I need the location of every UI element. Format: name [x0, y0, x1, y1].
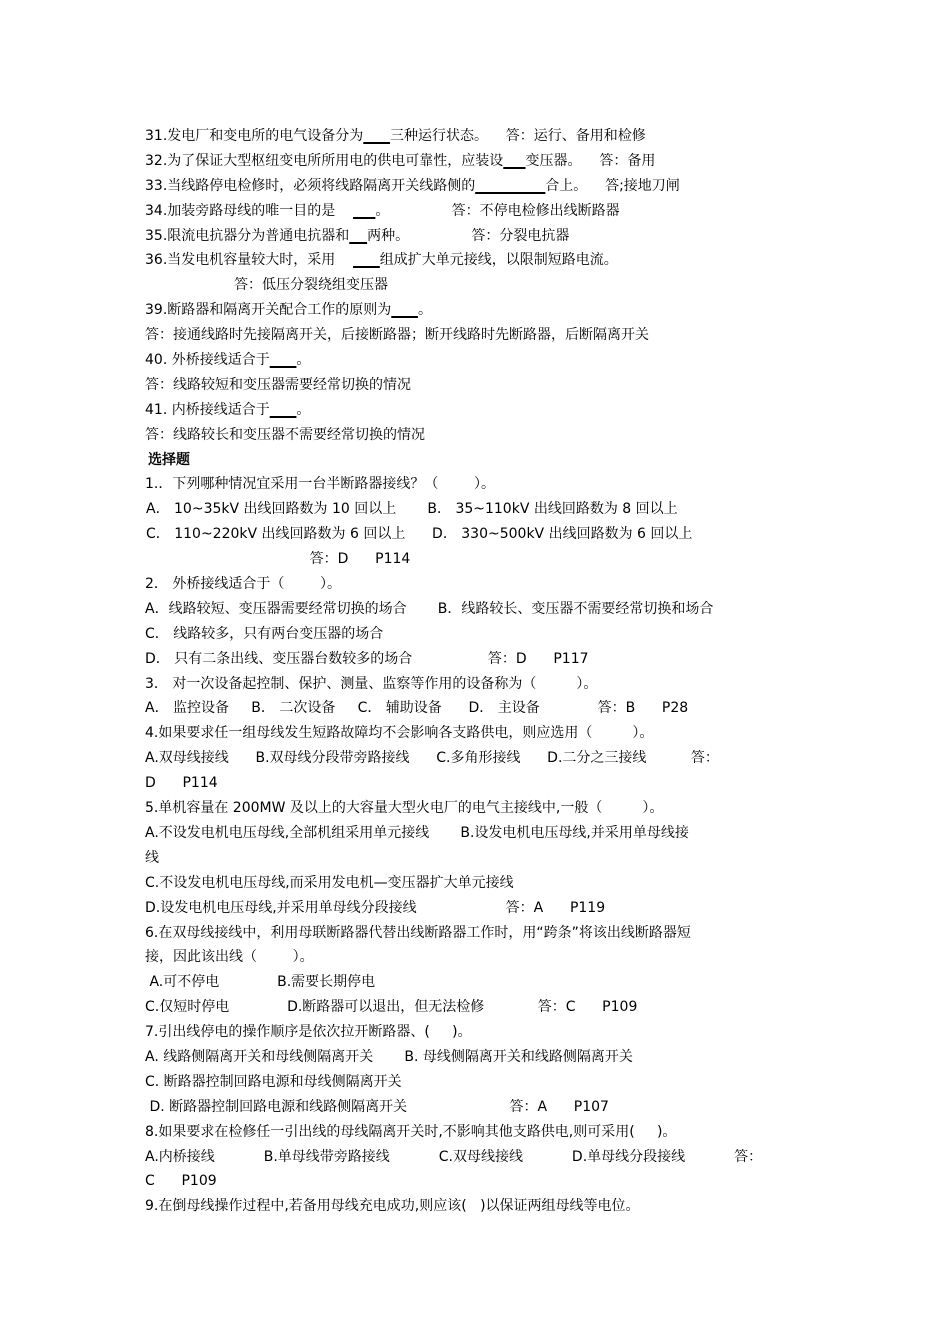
q31-text: 31.发电厂和变电所的电气设备分为 [145, 128, 364, 144]
question-41 [145, 398, 813, 423]
question-33 [145, 174, 813, 199]
question-31 [145, 124, 813, 149]
mc-question-3: 3． 对一次设备起控制、保护、测量、监察等作用的设备称为（ ）。 [145, 675, 598, 692]
mc7-option-c: C. 断路器控制回路电源和母线侧隔离开关 [145, 1073, 402, 1090]
mc1-answer: 答：D P114 [145, 551, 411, 568]
question-39 [145, 298, 813, 323]
mc8-answer: C P109 [145, 1173, 217, 1190]
mc6-options-ab: A.可不停电 B.需要长期停电 [145, 974, 376, 991]
question-40 [145, 348, 813, 373]
q36-blank [353, 252, 380, 268]
answer-41: 答：线路较长和变压器不需要经常切换的情况 [145, 426, 425, 443]
q40-text: 40. 外桥接线适合于 [145, 352, 270, 369]
mc4-options: A.双母线接线 B.双母线分段带旁路接线 C.多角形接线 D.二分之三接线 答： [145, 750, 719, 767]
mc-question-8: 8.如果要求在检修任一引出线的母线隔离开关时,不影响其他支路供电,则可采用( )。 [145, 1123, 677, 1140]
mc-question-9: 9.在倒母线操作过程中,若备用母线充电成功,则应该( )以保证两组母线等电位。 [145, 1198, 640, 1215]
answer-40: 答：线路较短和变压器需要经常切换的情况 [145, 376, 411, 393]
q41-end: 。 [296, 401, 311, 418]
mc-question-1: 1.．下列哪种情况宜采用一台半断路器接线？（ ）。 [145, 476, 495, 493]
document-page [145, 124, 813, 1219]
q40-blank [270, 352, 297, 368]
question-36 [145, 248, 813, 273]
mc5-option-d-answer: D.设发电机电压母线,并采用单母线分段接线 答：A P119 [145, 899, 606, 916]
section-heading: 选择题 [148, 451, 190, 468]
q32-text: 32.为了保证大型枢纽变电所所用电的供电可靠性，应装设 [145, 152, 504, 169]
q35-text: 35.限流电抗器分为普通电抗器和 [145, 227, 350, 244]
q40-end: 。 [296, 352, 311, 369]
q32-blank [503, 153, 525, 169]
mc5-options-ab: A.不设发电机电压母线,全部机组采用单元接线 B.设发电机电压母线,并采用单母线接 [145, 824, 689, 841]
q35-blank [349, 228, 367, 244]
q36-text: 36.当发电机容量较大时，采用 [145, 252, 354, 269]
q34-text: 34.加装旁路母线的唯一目的是 [145, 202, 354, 219]
question-34 [145, 199, 813, 224]
q33-text: 33.当线路停电检修时，必须将线路隔离开关线路侧的 [145, 177, 476, 194]
q39-text: 39.断路器和隔离开关配合工作的原则为 [145, 302, 392, 319]
q32-answer: 变压器。 答：备用 [525, 152, 656, 169]
q31-blank [363, 128, 390, 144]
q34-answer: 。 答：不停电检修出线断路器 [375, 202, 620, 219]
q41-text: 41. 内桥接线适合于 [145, 401, 270, 418]
mc7-options-ab: A. 线路侧隔离开关和母线侧隔离开关 B. 母线侧隔离开关和线路侧隔离开关 [145, 1048, 633, 1065]
mc4-answer: D P114 [145, 775, 218, 792]
q39-end: 。 [417, 302, 432, 319]
mc-question-2: 2． 外桥接线适合于（ ）。 [145, 576, 341, 593]
mc1-options-ab: A． 10~35kV 出线回路数为 10 回以上 B． 35~110kV 出线回路数为 8 回以上 [146, 501, 678, 518]
mc5-options-ab-cont: 线 [145, 849, 159, 866]
q33-answer: 合上。 答;接地刀闸 [545, 177, 680, 194]
answer-39: 答：接通线路时先接隔离开关，后接断路器；断开线路时先断路器，后断隔离开关 [145, 327, 649, 344]
q35-answer: 两种。 答：分裂电抗器 [367, 227, 570, 244]
q34-blank [353, 203, 375, 219]
mc-question-7: 7.引出线停电的操作顺序是依次拉开断路器、( )。 [145, 1024, 472, 1041]
q36-text-end: 组成扩大单元接线，以限制短路电流。 [379, 252, 618, 269]
q31-answer: 三种运行状态。 答：运行、备用和检修 [389, 128, 646, 144]
question-35 [145, 224, 813, 249]
question-32 [145, 149, 813, 174]
mc3-options-answer: A． 监控设备 B． 二次设备 C． 辅助设备 D． 主设备 答：B P28 [145, 700, 689, 717]
mc1-options-cd: C． 110~220kV 出线回路数为 6 回以上 D． 330~500kV 出线回路数为 6 回以上 [146, 526, 693, 543]
mc-question-6-cont: 接，因此该出线（ ）。 [145, 949, 314, 966]
q33-blank: __________ [475, 177, 546, 194]
mc5-option-c: C.不设发电机电压母线,而采用发电机—变压器扩大单元接线 [145, 874, 514, 891]
mc-question-5: 5.单机容量在 200MW 及以上的大容量大型火电厂的电气主接线中,一般（ ）。 [145, 800, 664, 817]
mc2-option-c: C． 线路较多，只有两台变压器的场合 [145, 625, 384, 642]
q41-blank [270, 402, 297, 418]
mc-question-6: 6.在双母线接线中，利用母联断路器代替出线断路器工作时，用“跨条”将该出线断路器短 [145, 924, 691, 941]
mc6-options-cd-answer: C.仅短时停电 D.断路器可以退出，但无法检修 答：C P109 [145, 999, 638, 1016]
answer-36: 答：低压分裂绕组变压器 [145, 277, 389, 294]
mc2-option-d-answer: D． 只有二条出线、变压器台数较多的场合 答：D P117 [145, 650, 589, 667]
q39-blank [391, 302, 418, 318]
mc7-option-d-answer: D. 断路器控制回路电源和线路侧隔离开关 答：A P107 [145, 1098, 609, 1115]
mc2-options-ab: A．线路较短、变压器需要经常切换的场合 B．线路较长、变压器不需要经常切换和场合 [145, 600, 714, 617]
mc8-options: A.内桥接线 B.单母线带旁路接线 C.双母线接线 D.单母线分段接线 答： [145, 1148, 763, 1165]
mc-question-4: 4.如果要求任一组母线发生短路故障均不会影响各支路供电，则应选用（ ）。 [145, 725, 654, 742]
